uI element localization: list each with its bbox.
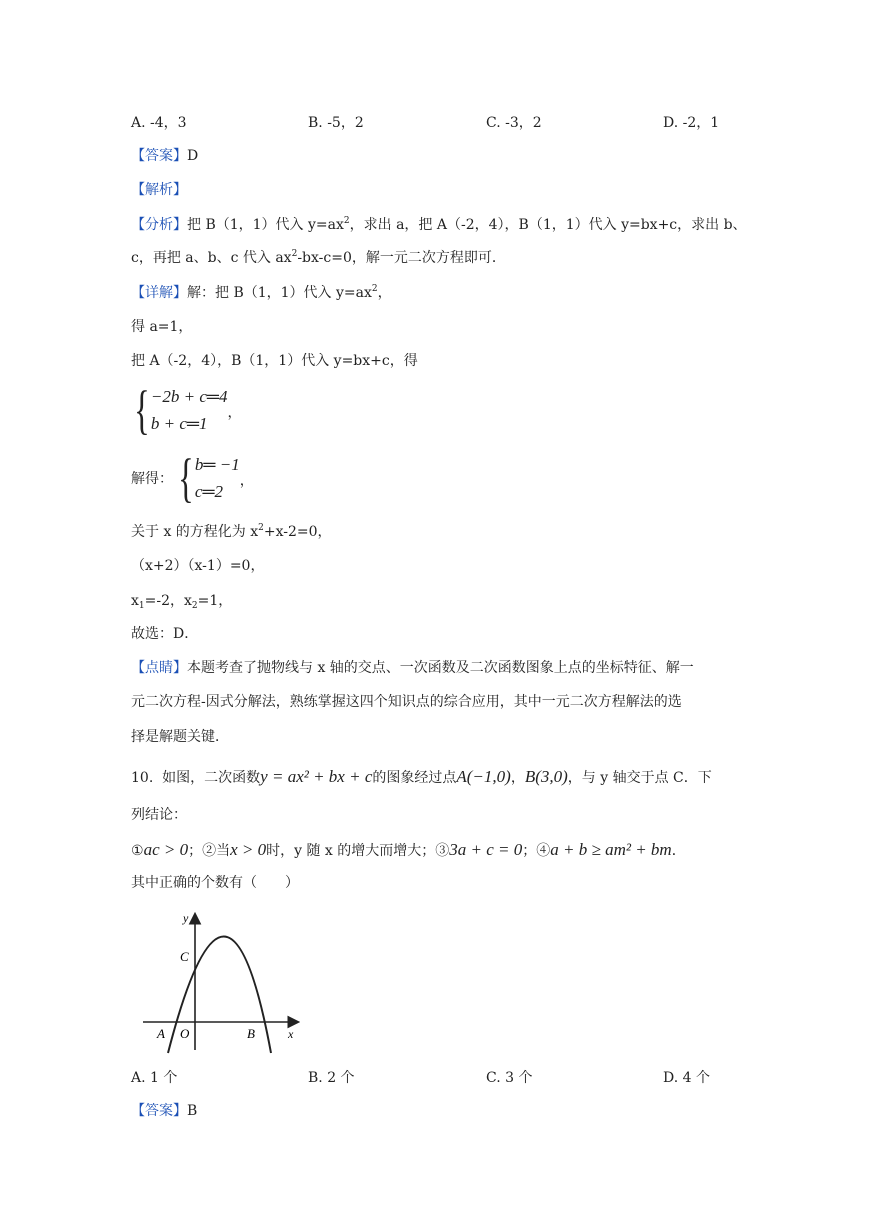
answer-tag: 【答案】	[131, 1103, 187, 1119]
q9-step-1: 得 a=1，	[131, 319, 193, 335]
q9-dianjing-line-3: 择是解题关键．	[131, 729, 229, 745]
origin-label: O	[180, 1026, 190, 1041]
q10-option-d: D. 4 个	[663, 1070, 710, 1086]
q9-step-2: 把 A（-2，4），B（1，1）代入 y=bx+c，得	[131, 353, 418, 369]
q9-fenxi-line-2: c，再把 a、b、c 代入 $ax^2-bx-c=0$，解一元二次方程即可．	[131, 249, 506, 266]
q9-quadratic-equation: 关于 x 的方程化为 $x^2+x-2=0$，	[131, 523, 332, 540]
brace: {	[134, 380, 150, 440]
q10-answer: 【答案】B	[131, 1103, 198, 1119]
system-row: b═ −1	[194, 455, 240, 474]
q9-fenxi-line-1: 【分析】把 B（1，1）代入 $y=ax^2$，求出 a，把 A（-2，4），B（1，1）代入 y=bx+c，求出 b、	[131, 216, 747, 233]
q10-stem-line-1: 10. 如图，二次函数y = ax² + bx + c的图象经过点A(−1,0)，B(3,0)，与 y 轴交于点 C．下	[131, 767, 712, 786]
answer-tag: 【答案】	[131, 148, 187, 164]
solve-label: 解得：	[131, 471, 173, 487]
system-row: −2b + c═4	[150, 387, 228, 406]
q10-option-a: A. 1 个	[131, 1070, 178, 1086]
q10-conclusions: ①ac > 0；②当x > 0时，y 随 x 的增大而增大；③3a + c = 0；④a + b ≥ am² + bm．	[131, 840, 686, 859]
q9-option-b: B. -5，2	[308, 115, 364, 131]
q10-question: 其中正确的个数有（ ）	[131, 875, 299, 891]
q10-stem-line-2: 列结论：	[131, 807, 187, 823]
q9-xiangjie: 【详解】解：把 B（1，1）代入 $y=ax^2$，	[131, 284, 392, 301]
quadratic-formula: y = ax² + bx + c	[260, 767, 373, 786]
parabola-graph	[135, 905, 310, 1060]
system-row: c═2	[194, 482, 224, 501]
q9-solution-system: 解得： { b═ −1 c═2 ，	[131, 448, 254, 508]
x-axis-label: x	[288, 1027, 294, 1041]
q9-analysis-tag: 【解析】	[131, 182, 187, 198]
q10-option-c: C. 3 个	[486, 1070, 533, 1086]
point-a-label: A	[157, 1026, 165, 1041]
q9-equation-system-1: { −2b + c═4 b + c═1 ，	[134, 380, 242, 440]
q9-roots: $x_1=-2$，$x_2=1$，	[131, 593, 233, 611]
q9-answer: 【答案】D	[131, 148, 199, 164]
point-b: B(3,0)	[524, 767, 568, 786]
system-row: b + c═1	[150, 414, 208, 433]
q9-factorization: （x+2）（x-1）=0，	[131, 558, 265, 574]
brace: {	[178, 448, 194, 508]
point-c-label: C	[180, 949, 189, 964]
q9-choose: 故选：D．	[131, 626, 199, 642]
q9-option-a: A. -4，3	[131, 115, 187, 131]
q10-option-b: B. 2 个	[308, 1070, 355, 1086]
point-b-label: B	[247, 1026, 255, 1041]
q9-dianjing-line-2: 元二次方程-因式分解法，熟练掌握这四个知识点的综合应用，其中一元二次方程解法的选	[131, 694, 682, 710]
y-axis-label: y	[183, 911, 189, 925]
q9-option-d: D. -2，1	[663, 115, 720, 131]
point-a: A(−1,0)	[456, 767, 511, 786]
q9-dianjing-line-1: 【点睛】本题考查了抛物线与 x 轴的交点、一次函数及二次函数图象上点的坐标特征、解一	[131, 660, 694, 676]
q9-option-c: C. -3，2	[486, 115, 542, 131]
